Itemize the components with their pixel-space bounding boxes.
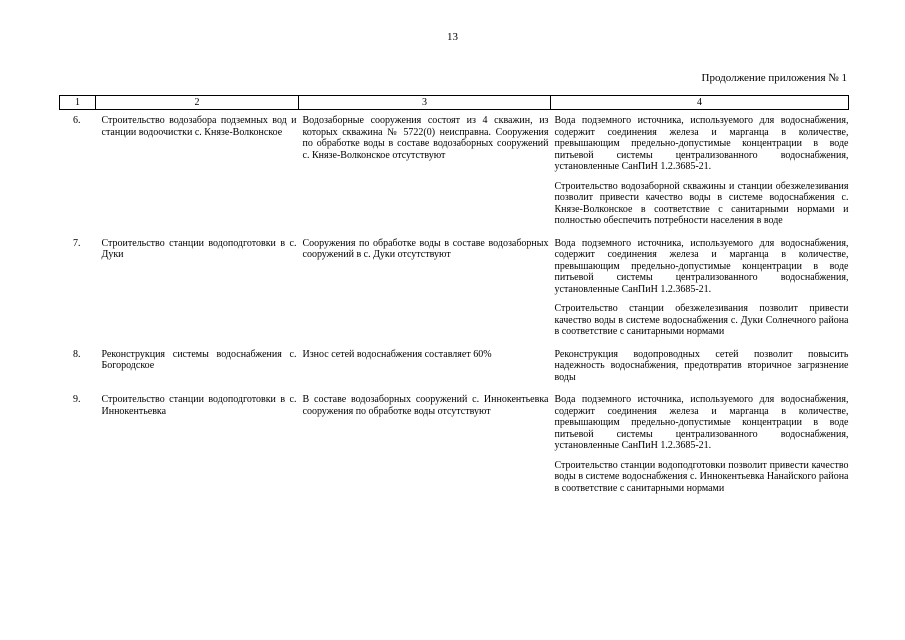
problem-description: Водозаборные сооружения состоят из 4 скважин, из которых скважина № 5722(0) неисправна. Сооружения по обработке воды в составе водозаборных сооружений с. Князе-Волконское отсутствуют (302, 115, 549, 161)
continuation-title: Продолжение приложения № 1 (701, 72, 847, 84)
measure-name: Строительство водозабора подземных вод и станции водоочистки с. Князе-Волконское (101, 115, 297, 138)
expected-result (551, 110, 849, 233)
expected-result (551, 344, 849, 390)
appendix-table (59, 95, 849, 500)
result-paragraph: Вода подземного источника, используемого для водоснабжения, содержит соединения железа и марганца в количестве, превышающим предельно-допустимые концентрации в воде питьевой системы централизованного водоснабжения, установленные СанПиН 1.2.3685-21. (554, 237, 849, 295)
row-number: 8. (73, 348, 81, 360)
result-paragraph: Строительство станции водоподготовки позволит привести качество воды в системе водоснабжения с. Иннокентьевка Нанайского района в соответствие с санитарными нормами (554, 459, 849, 494)
problem-description: Сооружения по обработке воды в составе водозаборных сооружений в с. Дуки отсутствуют (302, 237, 549, 260)
measure-name: Строительство станции водоподготовки в с. Иннокентьевка (101, 394, 297, 417)
column-header: 2 (96, 96, 299, 110)
column-header: 1 (60, 96, 96, 110)
column-header: 3 (299, 96, 551, 110)
table-header-row (60, 96, 849, 110)
table-row (60, 389, 849, 500)
row-number: 7. (73, 237, 81, 249)
result-paragraph: Строительство станции обезжелезивания позволит привести качество воды в системе водоснабжения с. Дуки Солнечного района в соответствие с санитарными нормами (554, 303, 849, 337)
expected-result (551, 389, 849, 500)
problem-description: В составе водозаборных сооружений с. Иннокентьевка сооружения по обработке воды отсутствуют (302, 394, 549, 417)
result-paragraph: Вода подземного источника, используемого для водоснабжения, содержит соединения железа и марганца в количестве, превышающим предельно-допустимые концентрации в воде питьевой системы централизованного водоснабжения, установленные СанПиН 1.2.3685-21. (554, 394, 849, 451)
result-paragraph: Реконструкция водопроводных сетей позволит повысить надежность водоснабжения, предотвратив вторичное загрязнение воды (554, 348, 849, 383)
table-row (60, 233, 849, 344)
expected-result (551, 233, 849, 344)
column-header: 4 (551, 96, 849, 110)
row-number: 9. (73, 394, 81, 405)
measure-name: Реконструкция системы водоснабжения с. Богородское (101, 348, 297, 371)
measure-name: Строительство станции водоподготовки в с. Дуки (101, 237, 297, 260)
table-row (60, 344, 849, 390)
page-number: 13 (447, 31, 458, 43)
row-number: 6. (73, 115, 81, 126)
problem-description: Износ сетей водоснабжения составляет 60% (302, 348, 492, 360)
result-paragraph: Строительство водозаборной скважины и станции обезжелезивания позволит привести качество воды в системе водоснабжения с. Князе-Волконское в соответствие с санитарными нормами и полностью обеспечить потребности населения в воде (554, 180, 849, 226)
table-row (60, 110, 849, 233)
result-paragraph: Вода подземного источника, используемого для водоснабжения, содержит соединения железа и марганца в количестве, превышающим предельно-допустимые концентрации в воде питьевой системы централизованного водоснабжения, установленные СанПиН 1.2.3685-21. (554, 115, 849, 172)
